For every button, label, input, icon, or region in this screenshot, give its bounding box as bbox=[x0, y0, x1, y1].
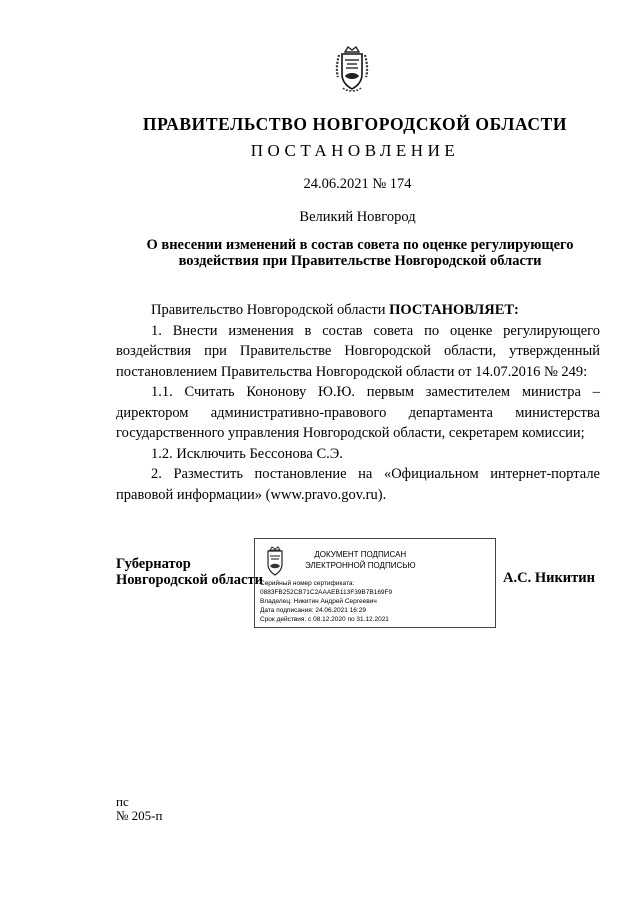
stamp-title-line-2: ЭЛЕКТРОННОЙ ПОДПИСЬЮ bbox=[305, 561, 416, 570]
stamp-title-line-1: ДОКУМЕНТ ПОДПИСАН bbox=[314, 550, 407, 559]
stamp-owner: Владелец: Никитин Андрей Сергеевич bbox=[260, 598, 377, 605]
stamp-certificate-info bbox=[260, 579, 392, 624]
subject-line-2: воздействия при Правительстве Новгородской области bbox=[178, 253, 542, 269]
signatory-position bbox=[116, 556, 263, 588]
footer-line-2: № 205-п bbox=[116, 808, 163, 823]
decree-intro-text: Правительство Новгородской области bbox=[151, 302, 390, 318]
coat-of-arms-emblem bbox=[331, 44, 373, 94]
document-type: ПОСТАНОВЛЕНИЕ bbox=[250, 141, 460, 160]
item-2: 2. Разместить постановление на «Официальном интернет-портале правовой информации» (www.pravo.gov.ru). bbox=[116, 466, 600, 503]
electronic-signature-stamp bbox=[254, 538, 496, 628]
stamp-serial-label: Серийный номер сертификата: bbox=[260, 580, 355, 587]
signatory-name: А.С. Никитин bbox=[503, 570, 595, 586]
date-number: 24.06.2021 № 174 bbox=[303, 176, 412, 192]
document-body bbox=[116, 300, 600, 505]
stamp-emblem-icon bbox=[261, 545, 289, 577]
position-line-1: Губернатор bbox=[116, 556, 191, 572]
organization-title: ПРАВИТЕЛЬСТВО НОВГОРОДСКОЙ ОБЛАСТИ bbox=[142, 114, 568, 134]
footer-line-1: пс bbox=[116, 794, 129, 809]
item-1-2: 1.2. Исключить Бессонова С.Э. bbox=[151, 445, 343, 462]
item-1: 1. Внести изменения в состав совета по оценке регулирующего воздействия при Правительстве Новгородской области, утвержденный постановлением Правительства Новгородской области от 14.07.2016 № 249: bbox=[116, 322, 600, 380]
city: Великий Новгород bbox=[299, 209, 416, 225]
document-subject bbox=[140, 237, 580, 269]
subject-line-1: О внесении изменений в состав совета по оценке регулирующего bbox=[146, 237, 574, 253]
footer-reference bbox=[116, 795, 162, 823]
item-1-1: 1.1. Считать Кононову Ю.Ю. первым заместителем министра – директором административно-правового департамента министерства государственного управления Новгородской области, секретарем комиссии; bbox=[116, 384, 600, 441]
stamp-title bbox=[305, 549, 416, 571]
position-line-2: Новгородской области bbox=[116, 572, 263, 588]
decree-word: ПОСТАНОВЛЯЕТ: bbox=[389, 302, 519, 318]
stamp-validity: Срок действия: с 08.12.2020 по 31.12.2021 bbox=[260, 616, 389, 623]
stamp-signed-date: Дата подписания: 24.06.2021 16:29 bbox=[260, 607, 366, 614]
stamp-serial: 0883FB252CB71C2AAAEB113F39B7B169F9 bbox=[260, 589, 393, 596]
decree-intro bbox=[116, 300, 600, 321]
